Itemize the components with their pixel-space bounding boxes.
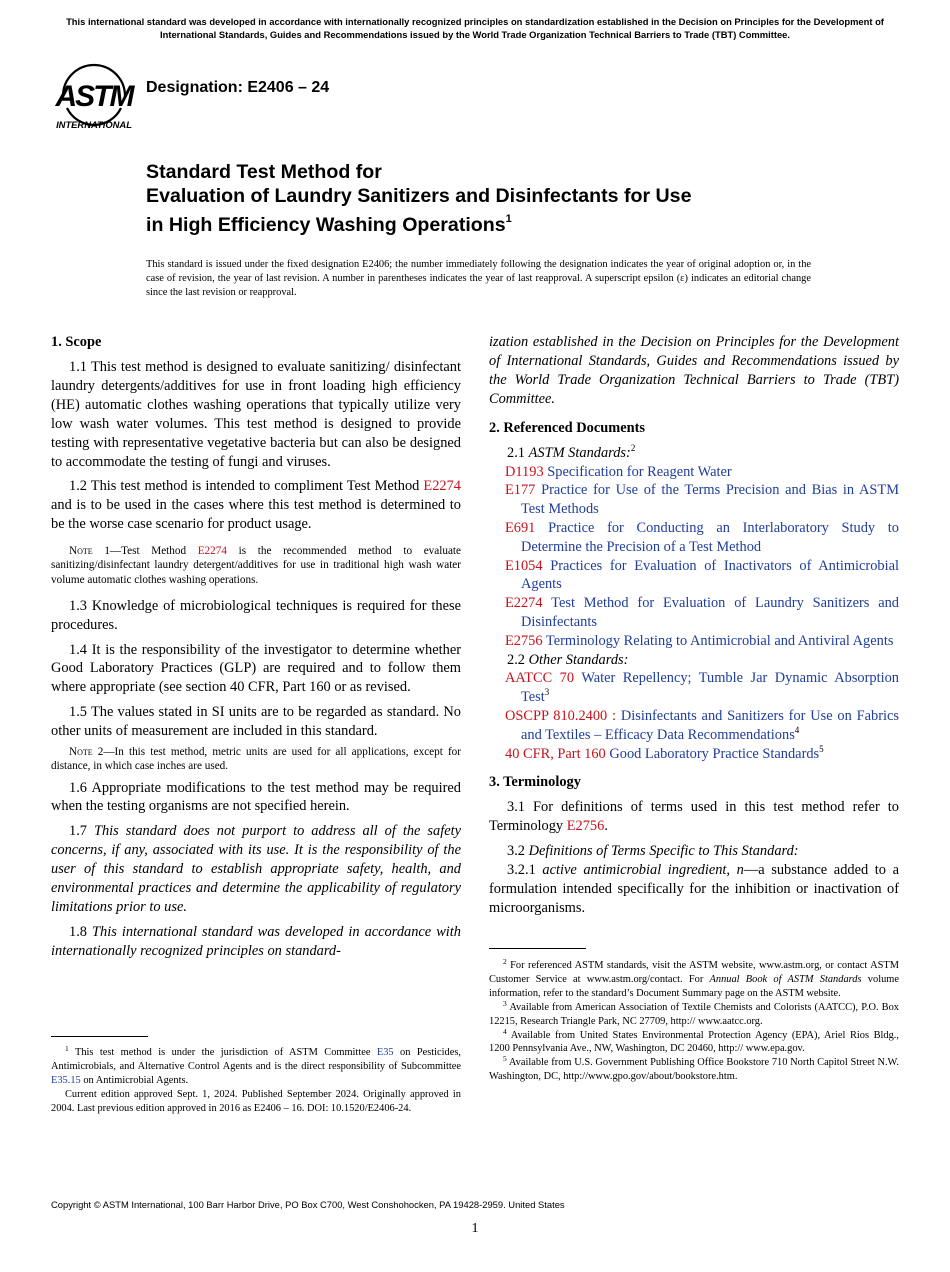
section-heading-referenced: 2. Referenced Documents [489, 419, 645, 436]
note-1-pre: —Test Method [109, 545, 187, 558]
paragraph-1-2 [51, 477, 461, 534]
paragraph-1-1: 1.1 This test method is designed to evaluate sanitizing/ disinfectant laundry detergents/additives for use in front loading high efficiency (HE) automatic clothes washing operations that typically utilize very low wash water volumes. This test method is designed to provide testing with representative vegetative bacteria but can also be designed to accommodate the testing of fungi and viruses. [51, 359, 461, 470]
astm-standard-code-link[interactable]: E2756 [505, 632, 543, 649]
astm-standard-title-link[interactable]: Specification for Reagent Water [547, 463, 732, 480]
astm-footnote-mark[interactable]: 2 [630, 442, 636, 453]
logo-word: INTERNATIONAL [56, 119, 132, 130]
link-e2274-note[interactable]: E2274 [197, 545, 227, 558]
link-e2274[interactable]: E2274 [423, 478, 461, 495]
other-standard-title-link[interactable]: Water Repellency; Tumble Jar Dynamic Absorption Test [521, 670, 899, 706]
other-standard-footnote-mark[interactable]: 3 [544, 687, 550, 698]
designation: Designation: E2406 – 24 [146, 79, 330, 96]
other-standard-footnote-mark[interactable]: 5 [819, 743, 824, 754]
footnote-mark[interactable]: 1 [505, 213, 512, 225]
astm-standard-item [489, 519, 899, 557]
footnote-1-mid: on Pesticides, Antimicrobials, and Alternative Control Agents and is the direct responsibility of Subcommittee [51, 1047, 461, 1072]
other-standard-item [489, 669, 899, 707]
paragraph-1-8-num: 1.8 [69, 923, 87, 940]
footnote-2-mark: 2 [503, 957, 507, 966]
paragraph-3-2-text: Definitions of Terms Specific to This Standard: [528, 843, 799, 860]
top-notice: This international standard was developed in accordance with internationally recognized principles on standardization established in the Decision on Principles for the Development of International Standards, Guides and Recommendations issued by the World Trade Organization Technical Barriers to Trade (TBT) Committee. [66, 16, 884, 40]
logo-letters: ASTM [55, 80, 133, 113]
astm-standard-item [489, 594, 899, 632]
paragraph-1-3: 1.3 Knowledge of microbiological techniques is required for these procedures. [51, 597, 461, 633]
note-2-num: 2 [97, 746, 104, 759]
title-line-3 [146, 208, 846, 238]
link-e35-15[interactable]: E35.15 [51, 1074, 81, 1086]
footnote-4 [489, 1026, 899, 1057]
title-line-3-text: in High Efficiency Washing Operations [146, 214, 506, 236]
astm-label-num: 2.1 [507, 444, 525, 461]
paragraph-1-8 [51, 923, 461, 961]
other-standard-item [489, 745, 899, 764]
right-column [489, 333, 899, 918]
other-standard-title-link[interactable]: Good Laboratory Practice Standards [609, 745, 820, 762]
footnote-2-italic: Annual Book of ASTM Standards [709, 973, 862, 985]
issued-statement: This standard is issued under the fixed designation E2406; the number immediately following the designation indicates the year of original adoption or, in the case of revision, the year of last revision. A number in parentheses indicates the year of last reapproval. A superscript epsilon (ε) indicates an editorial change since the last revision or reapproval. [146, 259, 811, 298]
astm-standard-code-link[interactable]: E2274 [505, 595, 543, 612]
astm-standard-title-link[interactable]: Test Method for Evaluation of Laundry Sanitizers and Disinfectants [521, 595, 899, 630]
footnote-5-text: Available from U.S. Government Publishing Office Bookstore 710 North Capitol Street N.W. Washington, DC, http://www.gpo.gov/about/bookstore.htm. [489, 1057, 899, 1083]
paragraph-3-2-1-num: 3.2.1 [507, 862, 536, 879]
edition-note: Current edition approved Sept. 1, 2024. Published September 2024. Originally approved in 2004. Last previous edition approved in 2016 as E2406 – 16. DOI: 10.1520/E2406-24. [51, 1088, 461, 1114]
paragraph-1-8-continued [489, 333, 899, 409]
footnote-2-post: volume information, refer to the standard’s Document Summary page on the ASTM website. [489, 973, 899, 999]
paragraph-1-8-continued-text: ization established in the Decision on Principles for the Development of International Standards, Guides and Recommendations issued by the World Trade Organization Technical Barriers to Trade (TBT) Committee. [489, 334, 899, 407]
paragraph-1-2-post: and is to be used in the cases where this test method is determined to be the worse case scenario for product usage. [51, 497, 461, 533]
other-label-num: 2.2 [507, 651, 525, 668]
footnote-2-pre: For referenced ASTM standards, visit the ASTM website, www.astm.org, or contact ASTM Customer Service at www.astm.org/contact. For [489, 960, 899, 985]
astm-label-text: ASTM Standards: [528, 444, 631, 461]
other-standard-code-link[interactable]: 40 CFR, Part 160 [505, 745, 606, 762]
copyright: Copyright © ASTM International, 100 Barr Harbor Drive, PO Box C700, West Conshohocken, PA 19428-2959. United States [51, 1199, 565, 1210]
paragraph-1-5: 1.5 The values stated in SI units are to be regarded as standard. No other units of measurement are included in this standard. [51, 704, 461, 740]
paragraph-1-4: 1.4 It is the responsibility of the investigator to determine whether Good Laboratory Practices (GLP) are required and to follow them where appropriate (see section 40 CFR, Part 160 or as revised. [51, 641, 461, 696]
section-heading-scope: 1. Scope [51, 334, 102, 350]
footnote-5-mark: 5 [503, 1054, 507, 1064]
note-2-text: —In this test method, metric units are used for all applications, except for distance, in which case inches are used. [51, 746, 461, 773]
astm-standard-title-link[interactable]: Practice for Conducting an Interlaboratory Study to Determine the Precision of a Test Method [521, 519, 899, 555]
astm-standard-code-link[interactable]: E177 [505, 482, 536, 499]
other-standard-footnote-mark[interactable]: 4 [794, 724, 800, 735]
astm-standard-item [489, 463, 899, 482]
link-e2756[interactable]: E2756 [566, 818, 605, 835]
footnote-5 [489, 1056, 899, 1084]
title-line-2: Evaluation of Laundry Sanitizers and Disinfectants for Use [146, 184, 692, 207]
paragraph-1-2-pre: 1.2 This test method is intended to compliment Test Method [69, 478, 420, 495]
paragraph-1-7-num: 1.7 [69, 823, 87, 840]
note-1-label: Note [69, 545, 93, 558]
note-1 [51, 544, 461, 587]
note-1-num: 1 [104, 545, 110, 558]
left-column [51, 333, 461, 961]
other-standard-code-link[interactable]: AATCC 70 [505, 670, 575, 687]
paragraph-3-2-1-term: active antimicrobial ingredient, n [542, 862, 744, 879]
astm-standard-code-link[interactable]: E691 [505, 519, 536, 536]
footnote-1-pre: This test method is under the jurisdiction of ASTM Committee [74, 1047, 371, 1058]
document-title [146, 161, 846, 238]
footnote-3 [489, 998, 899, 1029]
footnote-divider-left [51, 1036, 148, 1037]
paragraph-3-1 [489, 798, 899, 836]
footnote-3-mark: 3 [503, 998, 507, 1008]
astm-standard-item [489, 557, 899, 595]
astm-standard-title-link[interactable]: Terminology Relating to Antimicrobial and Antiviral Agents [545, 632, 894, 649]
astm-standards-list [489, 463, 899, 651]
footnote-1-post: on Antimicrobial Agents. [83, 1074, 189, 1086]
astm-standards-label [489, 444, 899, 463]
footnotes-left [51, 1046, 461, 1116]
note-1-post: is the recommended method to evaluate sanitizing/disinfectant laundry detergent/additives for use in traditional high wash water volume automatic clothes washing operations. [51, 545, 461, 586]
link-e35[interactable]: E35 [376, 1047, 394, 1058]
paragraph-3-1-pre: 3.1 For definitions of terms used in this test method refer to Terminology [489, 799, 899, 835]
footnote-1-mark: 1 [65, 1044, 69, 1053]
astm-standard-title-link[interactable]: Practices for Evaluation of Inactivators of Antimicrobial Agents [521, 557, 899, 593]
astm-standard-item [489, 481, 899, 519]
other-standard-title-link[interactable]: Disinfectants and Sanitizers for Use on Fabrics and Textiles – Efficacy Data Recommendations [521, 708, 899, 743]
other-standard-code-link[interactable]: OSCPP 810.2400 : [505, 708, 617, 724]
paragraph-1-7-text: This standard does not purport to address all of the safety concerns, if any, associated with its use. It is the responsibility of the user of this standard to establish appropriate safety, health, and environmental practices and determine the applicability of regulatory limitations prior to use. [51, 823, 461, 915]
astm-standard-code-link[interactable]: E1054 [505, 557, 543, 574]
paragraph-1-8-text: This international standard was developed in accordance with internationally recognized principles on standard- [51, 923, 461, 959]
other-label-text: Other Standards: [528, 651, 629, 668]
astm-standard-code-link[interactable]: D1193 [505, 463, 544, 480]
paragraph-1-6: 1.6 Appropriate modifications to the test method may be required when the testing organisms are not specified herein. [51, 779, 461, 815]
section-heading-terminology: 3. Terminology [489, 774, 581, 791]
astm-standard-item [489, 632, 899, 651]
footnotes-right [489, 959, 899, 1084]
paragraph-3-2-num: 3.2 [507, 843, 525, 860]
other-standards-label [489, 651, 899, 670]
title-line-1: Standard Test Method for [146, 161, 382, 183]
astm-standard-title-link[interactable]: Practice for Use of the Terms Precision and Bias in ASTM Test Methods [521, 482, 899, 518]
other-standards-list [489, 669, 899, 763]
footnote-2 [489, 959, 899, 1001]
page-number: 1 [471, 1221, 479, 1236]
paragraph-3-2-1-def: —a substance added to a formulation intended specifically for the inhibition or inactivation of microorganisms. [489, 862, 899, 916]
footnote-4-mark: 4 [503, 1026, 507, 1036]
astm-logo [53, 56, 135, 132]
paragraph-1-7 [51, 822, 461, 917]
footnote-divider-right [489, 948, 586, 949]
footnote-4-text: Available from United States Environmental Protection Agency (EPA), Ariel Rios Bldg., 1200 Pennsylvania Ave., NW, Washington, DC 20460, http:// www.epa.gov. [489, 1029, 899, 1055]
paragraph-3-2 [489, 842, 899, 861]
note-2 [51, 745, 461, 773]
footnote-3-text: Available from American Association of Textile Chemists and Colorists (AATCC), P.O. Box 12215, Research Triangle Park, NC 27709, http:// www.aatcc.org. [489, 1001, 899, 1027]
paragraph-3-1-post: . [604, 818, 608, 835]
other-standard-item [489, 707, 899, 745]
paragraph-3-2-1 [489, 861, 899, 918]
footnote-1 [51, 1046, 461, 1088]
note-2-label: Note [69, 746, 93, 759]
